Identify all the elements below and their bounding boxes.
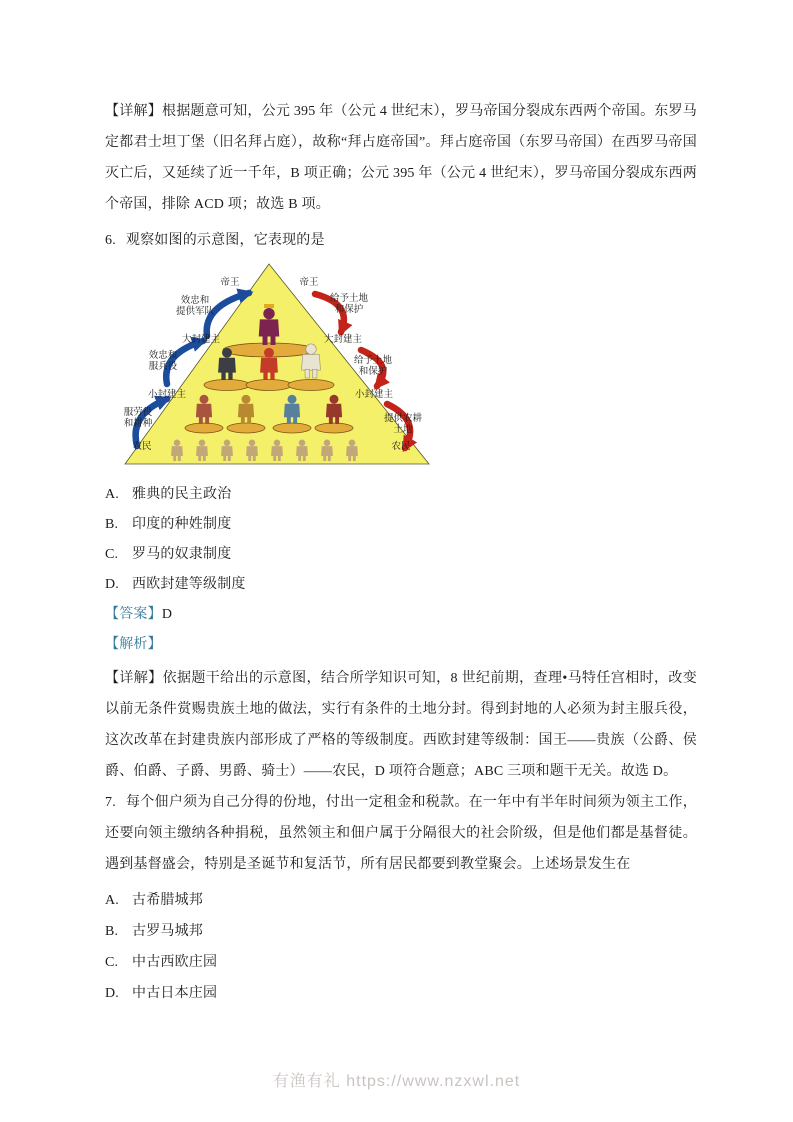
option-text: 中古西欧庄园 xyxy=(132,955,218,970)
label-labor-farming: 服劳役 和耕种 xyxy=(123,408,153,429)
label-king-left: 帝王 xyxy=(220,278,240,288)
option-letter: B. xyxy=(105,517,119,532)
option-b-q6 xyxy=(105,510,697,540)
option-text: 古希腊城邦 xyxy=(132,893,203,908)
option-letter: A. xyxy=(105,487,120,502)
site-watermark xyxy=(0,1068,793,1091)
option-a-q7 xyxy=(105,885,697,916)
answer-value: D xyxy=(161,607,173,622)
question7-stem-text: 每个佃户须为自己分得的份地，付出一定租金和税款。在一年中有半年时间须为领主工作，还要向领主缴纳各种捐税，虽然领主和佃户属于分隔很大的社会阶级，但是他们都是基督徒。遇到基督盛会，特别是圣诞节和复活节，所有居民都要到教堂聚会。上述场景发生在 xyxy=(105,795,697,872)
label-peasant-right: 农民 xyxy=(391,442,411,452)
analysis-line-q6 xyxy=(105,630,697,660)
option-letter: C. xyxy=(105,955,119,970)
label-peasant-left: 农民 xyxy=(132,442,152,452)
option-text: 中古日本庄园 xyxy=(132,986,218,1001)
option-letter: C. xyxy=(105,547,119,562)
label-grant-protect-mid: 给予土地 和保护 xyxy=(353,356,393,377)
answer-line-q6 xyxy=(105,600,697,630)
option-letter: A. xyxy=(105,893,120,908)
label-lord-left: 大封建主 xyxy=(181,335,221,345)
question6-options xyxy=(105,480,697,600)
option-text: 印度的种姓制度 xyxy=(132,517,232,532)
option-b-q7 xyxy=(105,916,697,947)
detail-text: 依据题干给出的示意图，结合所学知识可知，8 世纪前期，查理•马特任宫相时，改变以前无条件赏赐贵族土地的做法，实行有条件的土地分封。得到封地的人必须为封主服兵役，这次改革在封建贵族内部形成了严格的等级制度。西欧封建等级制：国王——贵族（公爵、侯爵、伯爵、子爵、男爵、骑士）——农民，D 项符合题意；ABC 三项和题干无关。故选 D。 xyxy=(105,671,697,779)
option-d-q6 xyxy=(105,570,697,600)
explanation-paragraph-q5 xyxy=(105,96,697,220)
analysis-label: 【解析】 xyxy=(105,637,162,652)
detail-label: 【详解】 xyxy=(105,671,163,686)
option-c-q6 xyxy=(105,540,697,570)
question6-number: 6. xyxy=(105,233,116,248)
question7-stem xyxy=(105,787,697,880)
label-grant-protect-top: 给予土地 和保护 xyxy=(329,294,369,315)
option-letter: B. xyxy=(105,924,119,939)
watermark-text: 有渔有礼 https://www.nzxwl.net xyxy=(272,1073,521,1090)
king-crown xyxy=(264,304,274,308)
feudal-pyramid-diagram xyxy=(115,258,455,476)
question6-stem-text: 观察如图的示意图，它表现的是 xyxy=(125,233,325,248)
label-vassal-left: 小封建主 xyxy=(147,390,187,400)
label-vassal-right: 小封建主 xyxy=(354,390,394,400)
option-d-q7 xyxy=(105,978,697,1009)
option-a-q6 xyxy=(105,480,697,510)
question7-options xyxy=(105,885,697,1009)
label-loyalty-army: 效忠和 提供军队 xyxy=(175,296,215,317)
detail-text: 根据题意可知，公元 395 年（公元 4 世纪末），罗马帝国分裂成东西两个帝国。东罗马定都君士坦丁堡（旧名拜占庭），故称“拜占庭帝国”。拜占庭帝国（东罗马帝国）在西罗马帝国灭亡后，又延续了近一千年，B 项正确；公元 395 年（公元 4 世纪末），罗马帝国分裂成东西两个帝国，排除 ACD 项；故选 B 项。 xyxy=(105,104,697,212)
option-c-q7 xyxy=(105,947,697,978)
option-text: 罗马的奴隶制度 xyxy=(132,547,232,562)
answer-label: 【答案】 xyxy=(105,607,162,622)
option-text: 雅典的民主政治 xyxy=(132,487,232,502)
question6-stem xyxy=(105,228,697,254)
option-letter: D. xyxy=(105,986,120,1001)
explanation-paragraph-q6 xyxy=(105,663,697,787)
label-loyalty-service: 效忠和 服兵役 xyxy=(148,351,178,372)
question7-number: 7. xyxy=(105,795,116,810)
label-king-right: 帝王 xyxy=(299,278,319,288)
option-letter: D. xyxy=(105,577,120,592)
option-text: 古罗马城邦 xyxy=(132,924,203,939)
detail-label: 【详解】 xyxy=(105,104,162,119)
label-provide-farmland: 提供农耕 土地 xyxy=(383,414,423,435)
label-lord-right: 大封建主 xyxy=(323,335,363,345)
option-text: 西欧封建等级制度 xyxy=(132,577,246,592)
